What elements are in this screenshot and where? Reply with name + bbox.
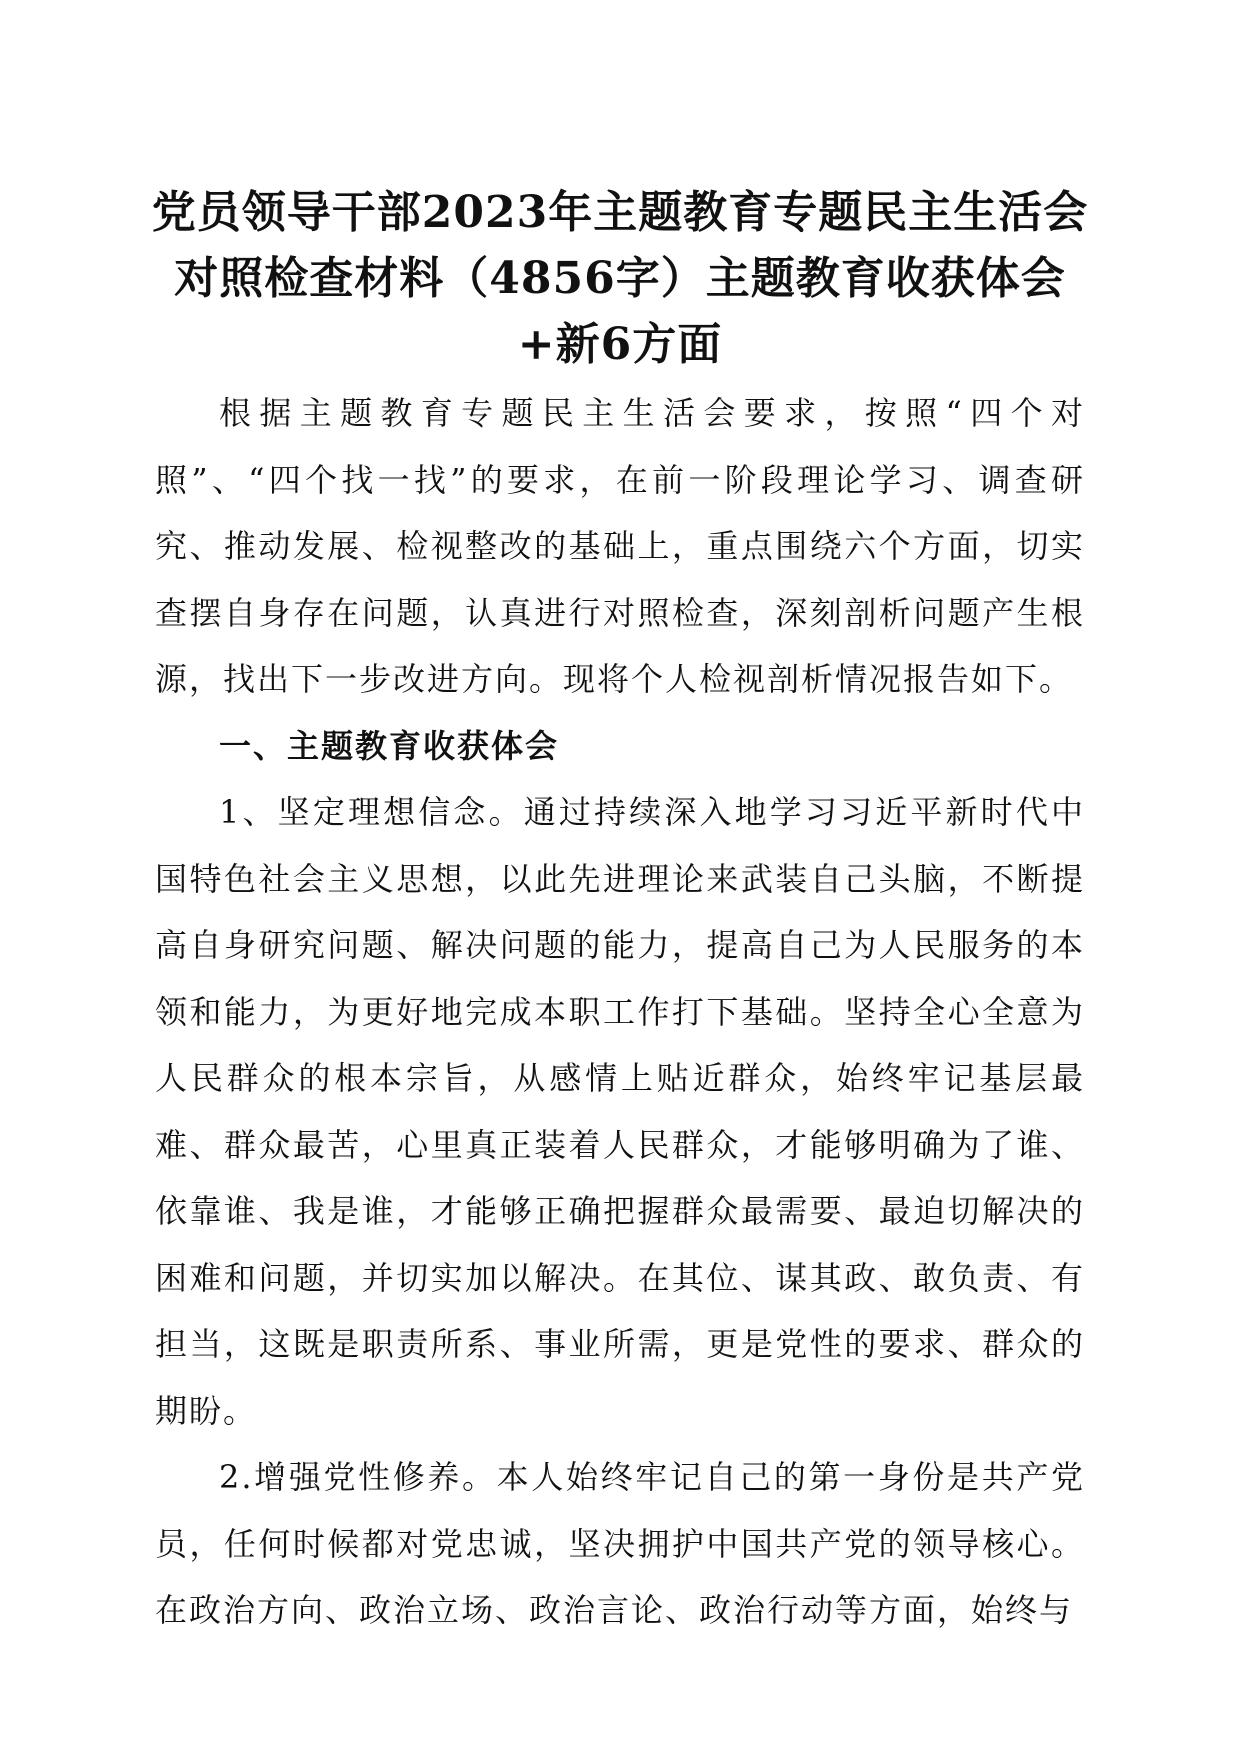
paragraph-item-1: 1、坚定理想信念。通过持续深入地学习习近平新时代中国特色社会主义思想，以此先进理论来武装自己头脑，不断提高自身研究问题、解决问题的能力，提高自己为人民服务的本领和能力，为更好地完成本职工作打下基础。坚持全心全意为人民群众的根本宗旨，从感情上贴近群众，始终牢记基层最难、群众最苦，心里真正装着人民群众，才能够明确为了谁、依靠谁、我是谁，才能够正确把握群众最需要、最迫切解决的困难和问题，并切实加以解决。在其位、谋其政、敢负责、有担当，这既是职责所系、事业所需，更是党性的要求、群众的期盼。 — [155, 793, 1085, 1430]
section-heading-1: 一、主题教育收获体会 — [219, 726, 560, 765]
intro-paragraph: 根据主题教育专题民主生活会要求，按照“四个对照”、“四个找一找”的要求，在前一阶段理论学习、调查研究、推动发展、检视整改的基础上，重点围绕六个方面，切实查摆自身存在问题，认真进行对照检查，深刻剖析问题产生根源，找出下一步改进方向。现将个人检视剖析情况报告如下。 — [155, 394, 1085, 698]
paragraph-item-2: 2.增强党性修养。本人始终牢记自己的第一身份是共产党员，任何时候都对党忠诚，坚决拥护中国共产党的领导核心。在政治方向、政治立场、政治言论、政治行动等方面，始终与 — [155, 1458, 1085, 1629]
document-title: 党员领导干部2023年主题教育专题民主生活会对照检查材料（4856字）主题教育收获体会+新6方面 — [151, 187, 1089, 370]
document-body — [155, 380, 1085, 1644]
